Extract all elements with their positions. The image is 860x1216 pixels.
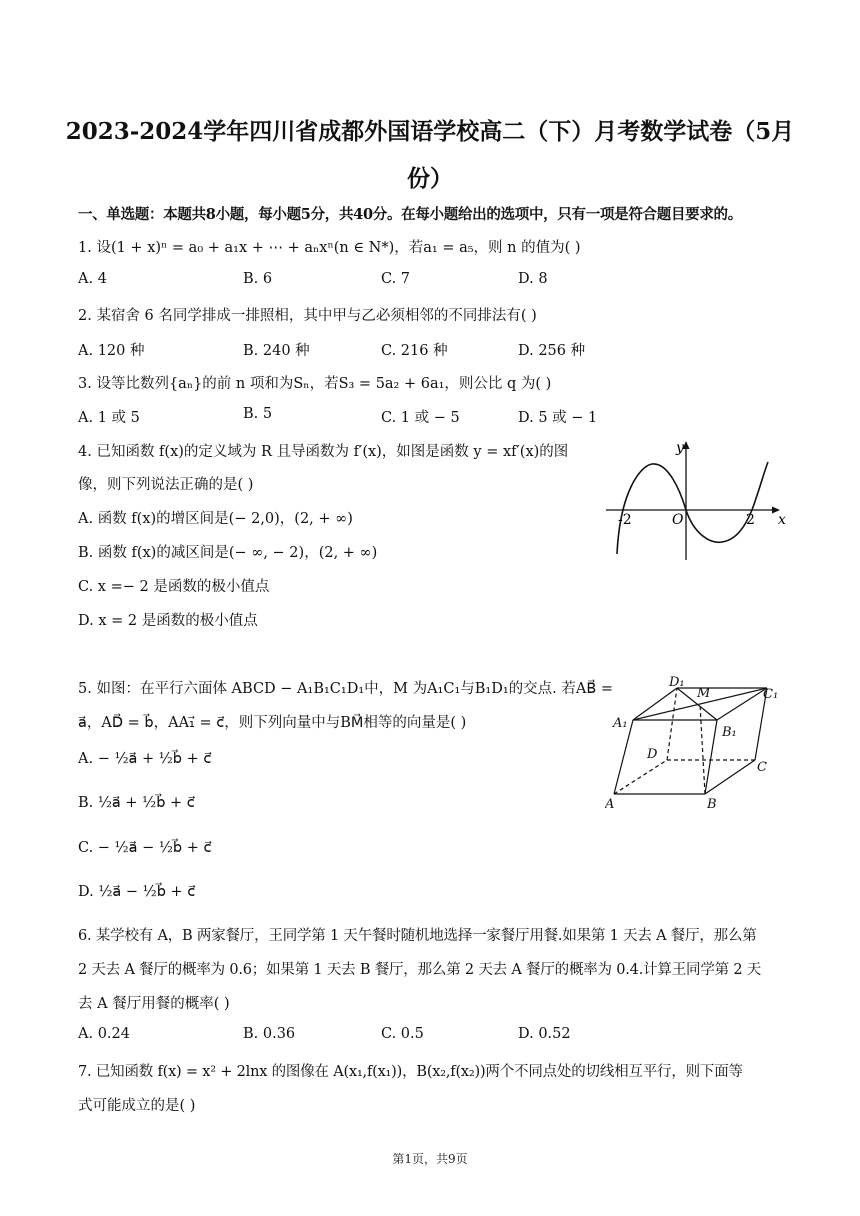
question-6-stem-line1: 6. 某学校有 A，B 两家餐厅，王同学第 1 天午餐时随机地选择一家餐厅用餐.如果第 1 天去 A 餐厅，那么第 bbox=[78, 928, 757, 944]
vertex-label-a: A bbox=[605, 797, 615, 812]
question-3-option-b: B. 5 bbox=[243, 406, 273, 422]
question-5-stem-line1: 5. 如图：在平行六面体 ABCD − A₁B₁C₁D₁中，M 为A₁C₁与B₁D₁的交点. 若AB⃗ = bbox=[78, 681, 614, 697]
parallelepiped-figure bbox=[605, 672, 790, 812]
vertex-label-a1: A₁ bbox=[613, 716, 628, 731]
question-7-stem-line1: 7. 已知函数 f(x) = x² + 2lnx 的图像在 A(x₁,f(x₁))，B(x₂,f(x₂))两个不同点处的切线相互平行，则下面等 bbox=[78, 1064, 743, 1080]
question-2-option-d: D. 256 种 bbox=[518, 343, 586, 359]
question-3-option-c: C. 1 或 − 5 bbox=[381, 410, 460, 426]
question-6-option-d: D. 0.52 bbox=[518, 1026, 571, 1042]
question-4-stem-line2: 像，则下列说法正确的是( ) bbox=[78, 477, 254, 493]
question-1-option-c: C. 7 bbox=[381, 271, 411, 287]
question-5-option-c: C. − ½a⃗ − ½b⃗ + c⃗ bbox=[78, 840, 212, 856]
question-1-stem: 1. 设(1 + x)ⁿ = a₀ + a₁x + ⋯ + aₙxⁿ(n ∈ N*)，若a₁ = a₅，则 n 的值为( ) bbox=[78, 240, 581, 256]
question-2-option-b: B. 240 种 bbox=[243, 343, 310, 359]
page-title-line2: 份） bbox=[407, 165, 453, 192]
question-2-option-a: A. 120 种 bbox=[78, 343, 145, 359]
question-2-stem: 2. 某宿舍 6 名同学排成一排照相，其中甲与乙必须相邻的不同排法有( ) bbox=[78, 308, 537, 324]
tick-label-pos-2: 2 bbox=[746, 512, 755, 528]
page-footer: 第1页，共9页 bbox=[392, 1152, 468, 1166]
question-6-stem-line2: 2 天去 A 餐厅的概率为 0.6；如果第 1 天去 B 餐厅，那么第 2 天去 A 餐厅的概率为 0.4.计算王同学第 2 天 bbox=[78, 962, 762, 978]
question-6-stem-line3: 去 A 餐厅用餐的概率( ) bbox=[78, 996, 230, 1012]
function-graph-figure bbox=[600, 432, 790, 564]
question-1-option-d: D. 8 bbox=[518, 271, 548, 287]
x-axis-label: x bbox=[778, 512, 786, 528]
curve-line bbox=[617, 462, 768, 554]
origin-label: O bbox=[672, 512, 684, 528]
question-1-option-a: A. 4 bbox=[78, 271, 107, 287]
question-1-option-b: B. 6 bbox=[243, 271, 273, 287]
question-3-option-d: D. 5 或 − 1 bbox=[518, 410, 598, 426]
vertex-label-d1: D₁ bbox=[669, 675, 685, 690]
question-4-option-d: D. x = 2 是函数的极小值点 bbox=[78, 613, 258, 629]
vertex-label-c: C bbox=[757, 760, 767, 775]
question-5-option-a: A. − ½a⃗ + ½b⃗ + c⃗ bbox=[78, 751, 212, 767]
vertex-label-c1: C₁ bbox=[763, 687, 779, 702]
point-label-m: M bbox=[697, 686, 711, 701]
question-5-stem-line2: a⃗，AD⃗ = b⃗，AA₁⃗ = c⃗，则下列向量中与BM⃗相等的向量是( ) bbox=[78, 715, 467, 731]
question-2-option-c: C. 216 种 bbox=[381, 343, 448, 359]
vertex-label-b1: B₁ bbox=[722, 725, 737, 740]
vertex-label-d: D bbox=[647, 747, 658, 762]
y-axis-label: y bbox=[676, 440, 684, 456]
question-4-option-b: B. 函数 f(x)的减区间是(− ∞, − 2)，(2, + ∞) bbox=[78, 545, 378, 561]
question-6-option-c: C. 0.5 bbox=[381, 1026, 424, 1042]
question-4-option-c: C. x =− 2 是函数的极小值点 bbox=[78, 579, 270, 595]
question-7-stem-line2: 式可能成立的是( ) bbox=[78, 1098, 196, 1114]
tick-label-neg-2: -2 bbox=[618, 512, 632, 528]
question-3-stem: 3. 设等比数列{aₙ}的前 n 项和为Sₙ，若S₃ = 5a₂ + 6a₁，则公比 q 为( ) bbox=[78, 376, 552, 392]
question-5-option-b: B. ½a⃗ + ½b⃗ + c⃗ bbox=[78, 795, 195, 811]
question-3-option-a: A. 1 或 5 bbox=[78, 410, 140, 426]
question-6-option-a: A. 0.24 bbox=[78, 1026, 130, 1042]
question-5-option-d: D. ½a⃗ − ½b⃗ + c⃗ bbox=[78, 884, 196, 900]
question-6-option-b: B. 0.36 bbox=[243, 1026, 296, 1042]
question-4-option-a: A. 函数 f(x)的增区间是(− 2,0)，(2, + ∞) bbox=[78, 511, 353, 527]
page-title-line1: 2023-2024学年四川省成都外国语学校高二（下）月考数学试卷（5月 bbox=[65, 118, 795, 145]
vertex-label-b: B bbox=[707, 797, 717, 812]
question-4-stem-line1: 4. 已知函数 f(x)的定义域为 R 且导函数为 f′(x)，如图是函数 y = xf′(x)的图 bbox=[78, 444, 569, 460]
section-heading: 一、单选题：本题共8小题，每小题5分，共40分。在每小题给出的选项中，只有一项是符合题目要求的。 bbox=[78, 206, 742, 223]
